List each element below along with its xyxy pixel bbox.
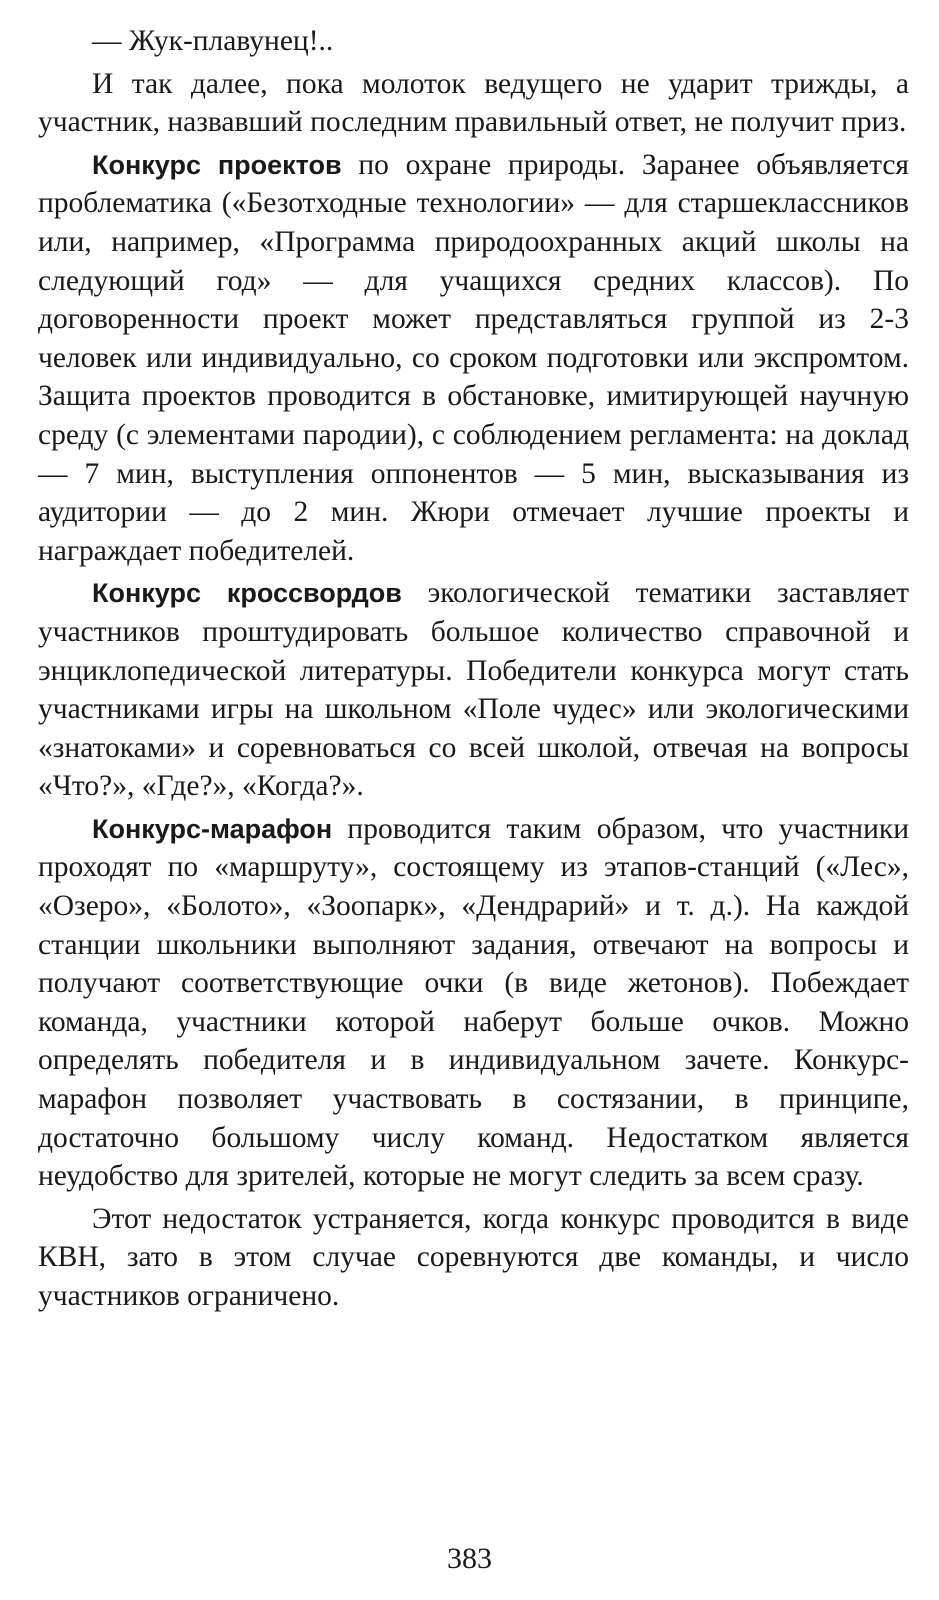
paragraph-text: экологической тематики заставляет участников проштудировать большое количество справочной и энциклопедической литературы. Победители конкурса могут стать участниками игры на школьном «Поле чудес» или экологическими «знатоками» и соревноваться со всей школой, отвечая на вопросы «Что?», «Где?», «Когда?». [38, 577, 909, 803]
paragraph-text: Этот недостаток устраняется, когда конкурс проводится в виде КВН, зато в этом случае соревнуются две команды, и число участников ограничено. [38, 1202, 909, 1312]
paragraph-dialogue [38, 22, 909, 61]
paragraph-text: И так далее, пока молоток ведущего не ударит трижды, а участник, назвавший последним правильный ответ, не получит приз. [38, 67, 909, 139]
paragraph-term: Конкурс проектов [92, 149, 342, 180]
paragraph-crossword-contest [38, 574, 909, 806]
paragraph-project-contest [38, 146, 909, 571]
paragraph-game-end [38, 65, 909, 142]
paragraph-marathon-contest [38, 810, 909, 1196]
paragraph-text: проводится таким образом, что участники проходят по «маршруту», состоящему из этапов-станций («Лес», «Озеро», «Болото», «Зоопарк», «Дендрарий» и т. д.). На каждой станции школьники выполняют задания, отвечают на вопросы и получают соответствующие очки (в виде жетонов). Побеждает команда, участники которой наберут больше очков. Можно определять победителя и в индивидуальном зачете. Конкурс-марафон позволяет участвовать в состязании, в принципе, достаточно большому числу команд. Недостатком является неудобство для зрителей, которые не могут следить за всем сразу. [38, 812, 909, 1193]
page-body [38, 22, 909, 1316]
paragraph-text: по охране природы. Заранее объявляется проблематика («Безотходные технологии» — для старшеклассников или, например, «Программа природоохранных акций школы на следующий год» — для учащихся средних классов). По договоренности проект может представляться группой из 2-3 человек или индивидуально, со сроком подготовки или экспромтом. Защита проектов проводится в обстановке, имитирующей научную среду (с элементами пародии), с соблюдением регламента: на доклад — 7 мин, выступления оппонентов — 5 мин, высказывания из аудитории — до 2 мин. Жюри отмечает лучшие проекты и награждает победителей. [38, 148, 909, 567]
paragraph-text: — Жук-плавунец!.. [92, 25, 334, 57]
page-number: 383 [447, 1542, 492, 1575]
paragraph-term: Конкурс кроссвордов [92, 578, 402, 609]
paragraph-term: Конкурс-марафон [92, 813, 333, 844]
paragraph-kvn [38, 1200, 909, 1316]
